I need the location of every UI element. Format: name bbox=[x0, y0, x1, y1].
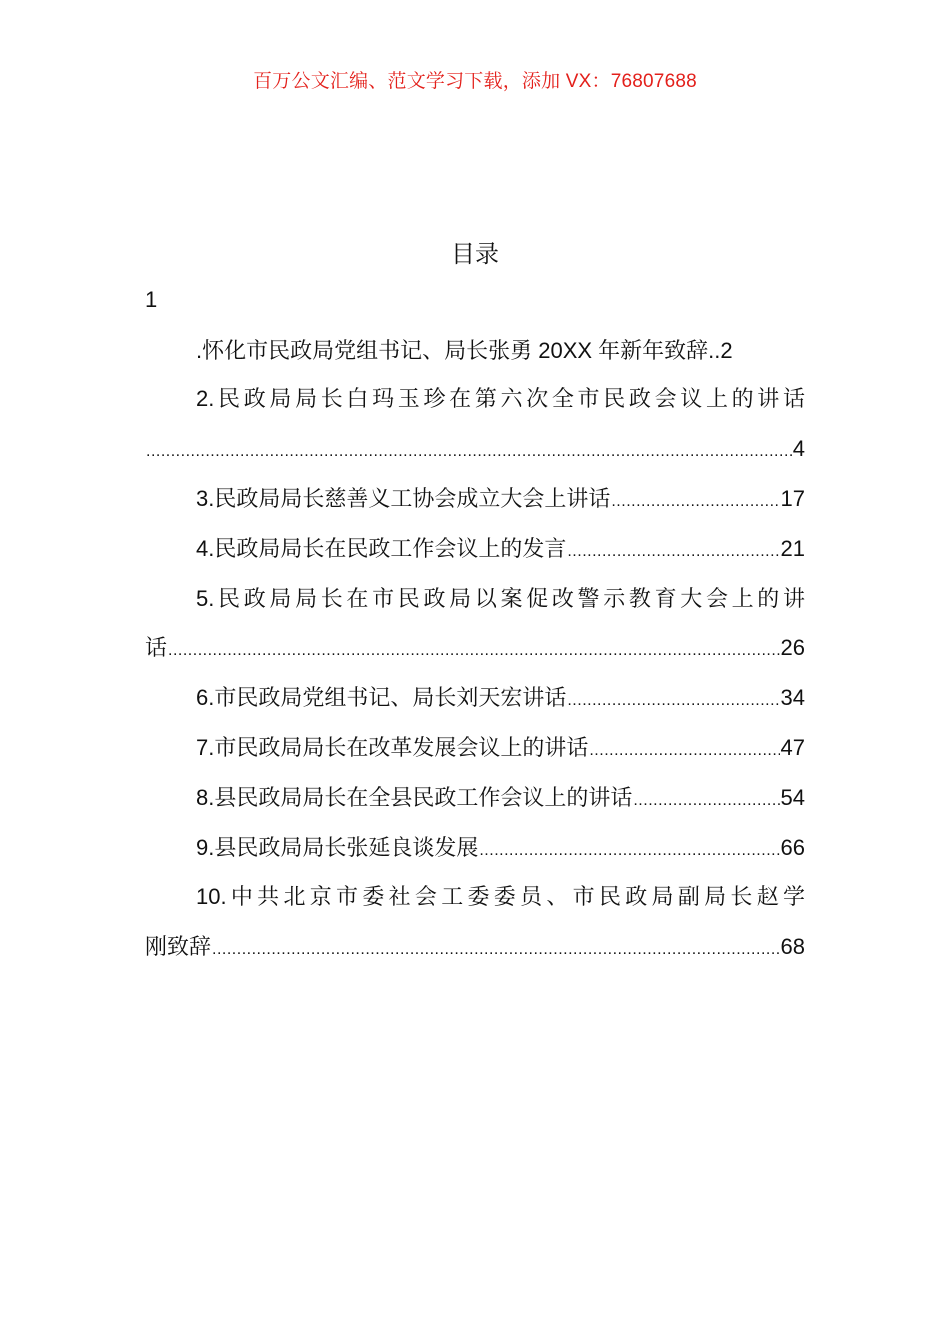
toc-entry-title-continuation: 话 bbox=[145, 635, 168, 660]
toc-entry-2-leader[interactable] bbox=[145, 434, 805, 464]
toc-entry-title: 7.市民政局局长在改革发展会议上的讲话 bbox=[196, 735, 589, 760]
toc-entry-10-continuation[interactable] bbox=[145, 932, 805, 962]
toc-entry-page: 47 bbox=[780, 735, 805, 760]
dot-leader bbox=[567, 686, 779, 716]
toc-entry-title: 9.县民政局局长张延良谈发展 bbox=[196, 835, 479, 860]
dot-leader bbox=[146, 437, 792, 467]
toc-entry-5[interactable] bbox=[196, 584, 805, 614]
toc-entry-title-continuation: 刚致辞 bbox=[145, 934, 212, 959]
toc-entry-8[interactable] bbox=[196, 783, 805, 813]
toc-entry-6[interactable] bbox=[196, 683, 805, 713]
dot-leader bbox=[168, 636, 780, 666]
toc-entry-page: 66 bbox=[780, 835, 805, 860]
dot-leader bbox=[633, 786, 779, 816]
dot-leader bbox=[589, 736, 779, 766]
toc-entry-title: 4.民政局局长在民政工作会议上的发言 bbox=[196, 536, 567, 561]
toc-entry-5-continuation[interactable] bbox=[145, 633, 805, 663]
watermark-banner: 百万公文汇编、范文学习下载，添加 VX：76807688 bbox=[253, 71, 697, 92]
toc-entry-title: 8.县民政局局长在全县民政工作会议上的讲话 bbox=[196, 785, 633, 810]
toc-entry-4[interactable] bbox=[196, 534, 805, 564]
toc-entry-page: 54 bbox=[780, 785, 805, 810]
toc-entry-page: 21 bbox=[780, 536, 805, 561]
dot-leader bbox=[479, 836, 779, 866]
toc-entry-title: 10.中共北京市委社会工委委员、市民政局副局长赵学 bbox=[196, 884, 805, 909]
toc-entry-title: 5.民政局局长在市民政局以案促改警示教育大会上的讲 bbox=[196, 586, 805, 611]
toc-entry-title: .怀化市民政局党组书记、局长张勇 20XX 年新年致辞. bbox=[196, 338, 715, 363]
toc-entry-page: 17 bbox=[780, 486, 805, 511]
stray-page-number: 1 bbox=[145, 287, 158, 312]
toc-entry-10[interactable] bbox=[196, 882, 805, 912]
toc-entry-page: 4 bbox=[792, 436, 805, 461]
toc-entry-3[interactable] bbox=[196, 484, 805, 514]
toc-entry-9[interactable] bbox=[196, 833, 805, 863]
toc-entry-7[interactable] bbox=[196, 733, 805, 763]
toc-entry-1[interactable] bbox=[196, 336, 805, 366]
toc-title: 目录 bbox=[451, 241, 499, 268]
toc-entry-title: 2.民政局局长白玛玉珍在第六次全市民政会议上的讲话 bbox=[196, 386, 805, 411]
toc-entry-page: 34 bbox=[780, 685, 805, 710]
toc-entry-page: 68 bbox=[780, 934, 805, 959]
toc-entry-page: .2 bbox=[714, 338, 733, 363]
dot-leader bbox=[212, 935, 780, 965]
toc-entry-title: 3.民政局局长慈善义工协会成立大会上讲话 bbox=[196, 486, 611, 511]
toc-entry-title: 6.市民政局党组书记、局长刘天宏讲话 bbox=[196, 685, 567, 710]
toc-entry-page: 26 bbox=[780, 635, 805, 660]
toc-entry-2[interactable] bbox=[196, 384, 805, 414]
dot-leader bbox=[567, 537, 779, 567]
dot-leader bbox=[611, 487, 779, 517]
